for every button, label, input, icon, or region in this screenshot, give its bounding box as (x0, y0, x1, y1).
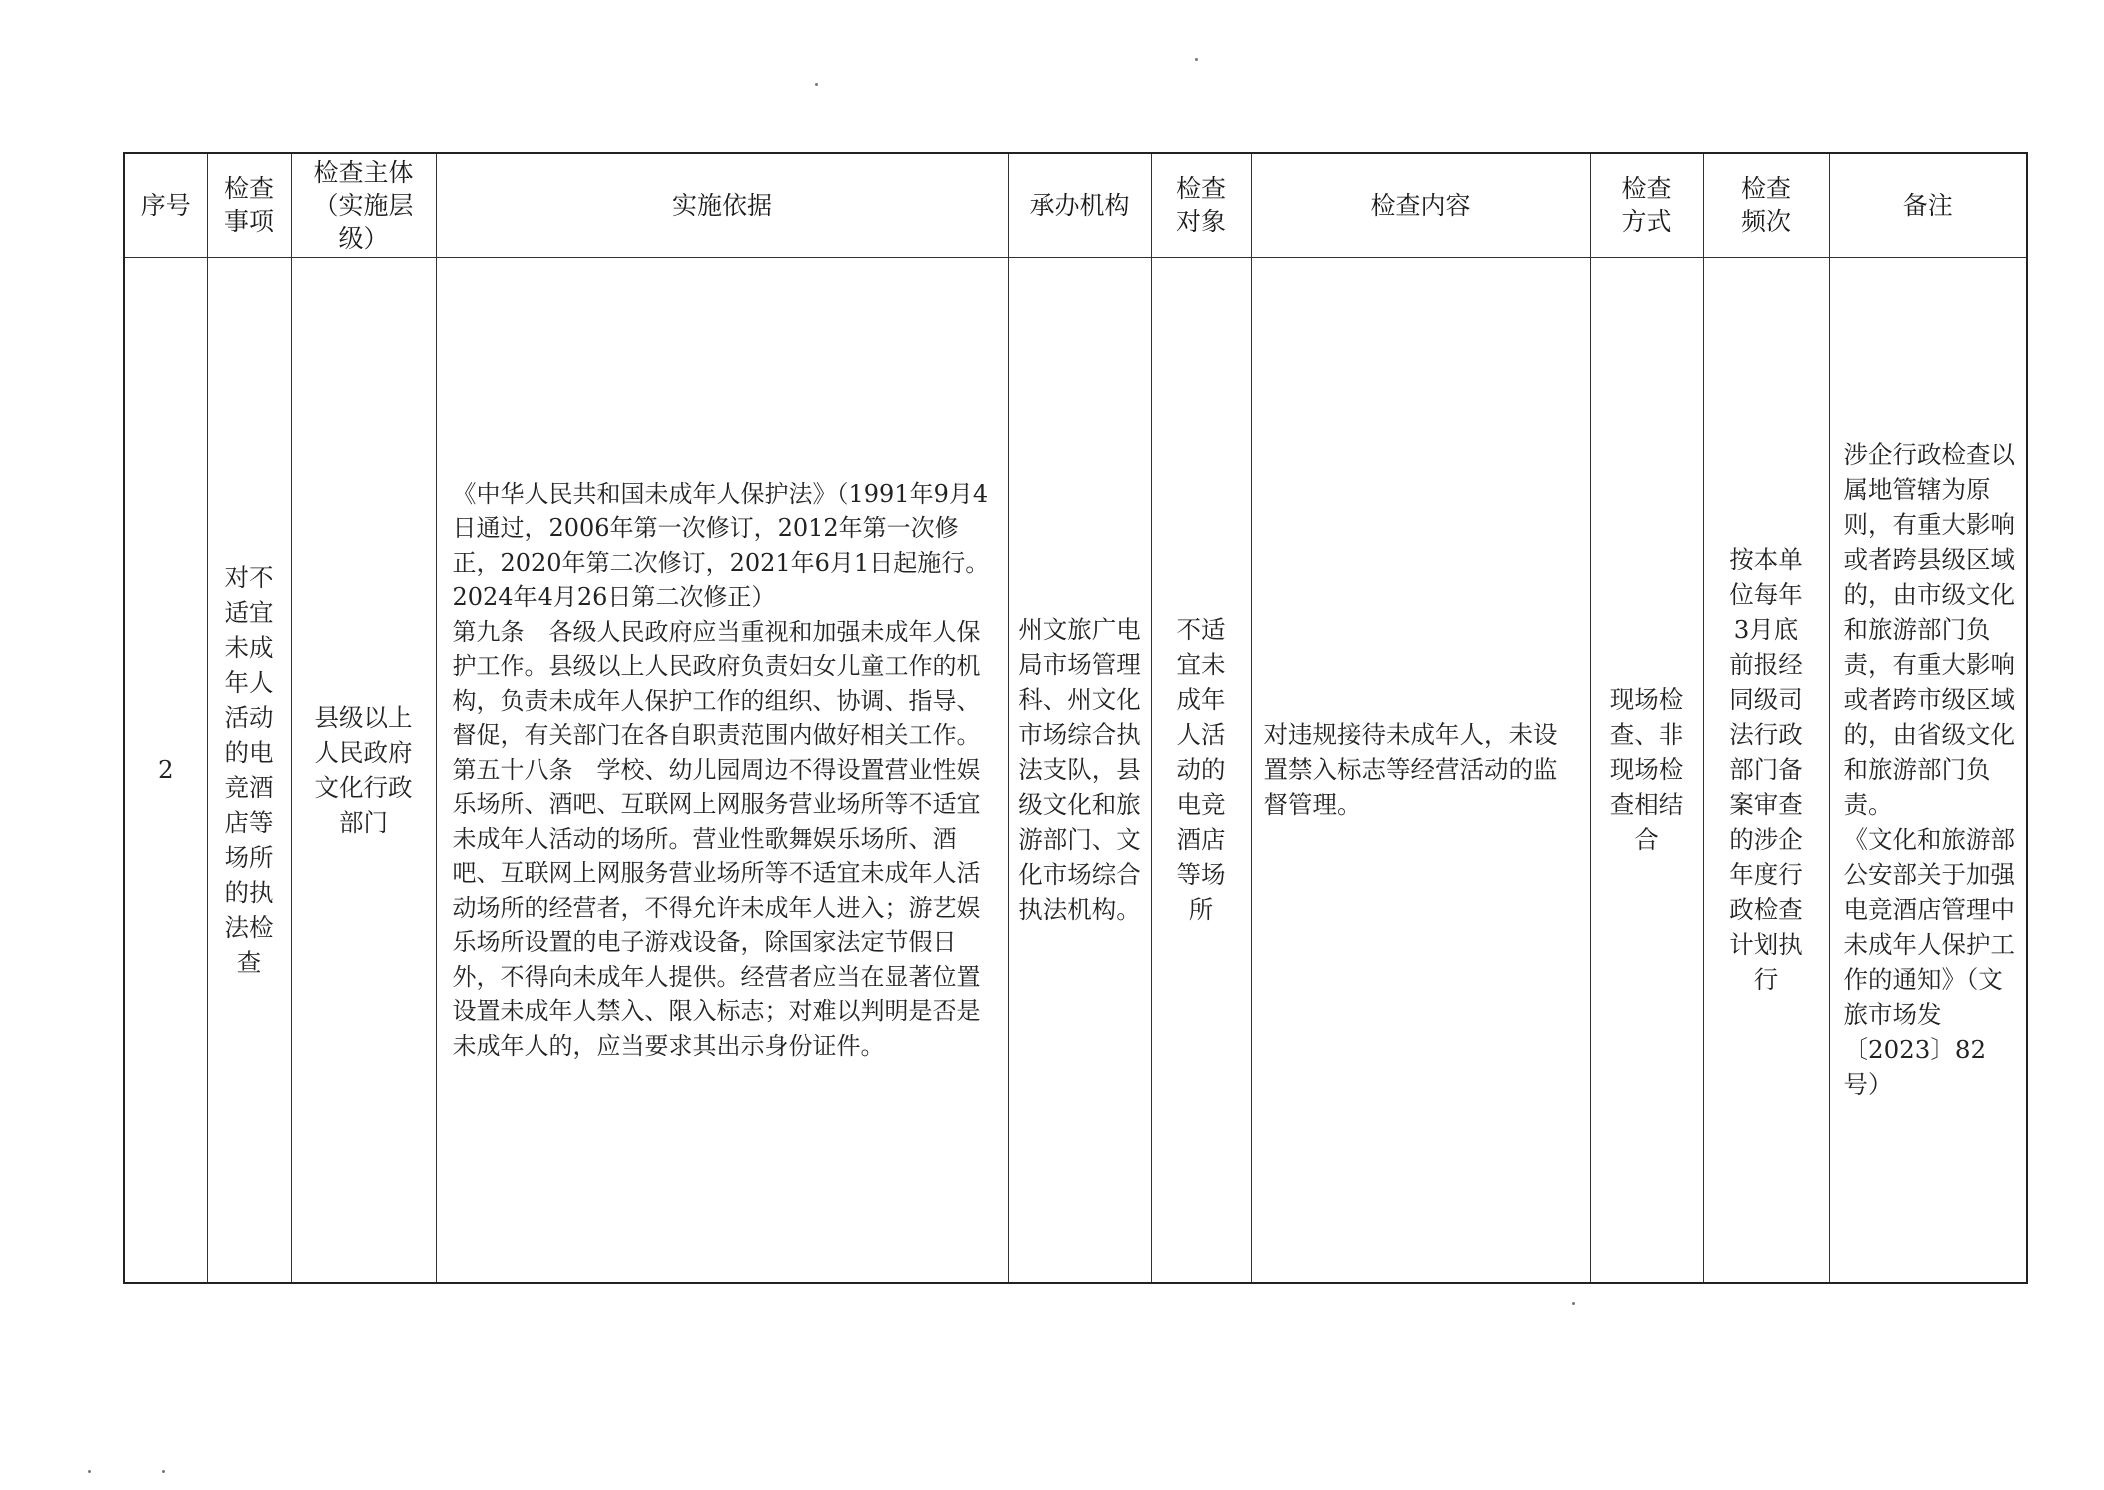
scan-speck (815, 83, 818, 86)
inspection-table (123, 152, 2028, 1284)
header-agency: 承办机构 (1008, 153, 1151, 257)
header-subject: 检查主体（实施层级） (291, 153, 436, 257)
cell-method: 现场检查、非现场检查相结合 (1590, 257, 1703, 1283)
header-seq: 序号 (124, 153, 207, 257)
cell-subject: 县级以上人民政府文化行政部门 (291, 257, 436, 1283)
cell-agency: 州文旅广电局市场管理科、州文化市场综合执法支队，县级文化和旅游部门、文化市场综合执法机构。 (1008, 257, 1151, 1283)
scan-speck (1572, 1302, 1575, 1305)
header-content: 检查内容 (1251, 153, 1590, 257)
header-object: 检查对象 (1151, 153, 1251, 257)
table-row (124, 257, 2027, 1283)
cell-object: 不适宜未成年人活动的电竞酒店等场所 (1151, 257, 1251, 1283)
cell-item: 对不适宜未成年人活动的电竞酒店等场所的执法检查 (207, 257, 291, 1283)
cell-frequency: 按本单位每年3月底前报经同级司法行政部门备案审查的涉企年度行政检查计划执行 (1703, 257, 1829, 1283)
header-method: 检查方式 (1590, 153, 1703, 257)
cell-content: 对违规接待未成年人，未设置禁入标志等经营活动的监督管理。 (1251, 257, 1590, 1283)
cell-remark: 涉企行政检查以属地管辖为原则，有重大影响或者跨县级区域的，由市级文化和旅游部门负责，有重大影响或者跨市级区域的，由省级文化和旅游部门负责。 《文化和旅游部 公安部关于加强电竞酒店管理中未成年人保护工作的通知》（文旅市场发〔2023〕82号） (1829, 257, 2027, 1283)
cell-basis: 《中华人民共和国未成年人保护法》（1991年9月4日通过，2006年第一次修订，2012年第一次修正，2020年第二次修订，2021年6月1日起施行。2024年4月26日第二次修正） 第九条 各级人民政府应当重视和加强未成年人保护工作。县级以上人民政府负责妇女儿童工作的机构，负责未成年人保护工作的组织、协调、指导、督促，有关部门在各自职责范围内做好相关工作。 第五十八条 学校、幼儿园周边不得设置营业性娱乐场所、酒吧、互联网上网服务营业场所等不适宜未成年人活动的场所。营业性歌舞娱乐场所、酒吧、互联网上网服务营业场所等不适宜未成年人活动场所的经营者，不得允许未成年人进入；游艺娱乐场所设置的电子游戏设备，除国家法定节假日外，不得向未成年人提供。经营者应当在显著位置设置未成年人禁入、限入标志；对难以判明是否是未成年人的，应当要求其出示身份证件。 (436, 257, 1008, 1283)
header-remark: 备注 (1829, 153, 2027, 257)
header-frequency: 检查频次 (1703, 153, 1829, 257)
header-basis: 实施依据 (436, 153, 1008, 257)
scan-speck (88, 1470, 91, 1473)
header-item: 检查事项 (207, 153, 291, 257)
cell-seq: 2 (124, 257, 207, 1283)
scan-speck (1195, 58, 1198, 61)
table-header-row (124, 153, 2027, 257)
scan-speck (162, 1470, 165, 1473)
